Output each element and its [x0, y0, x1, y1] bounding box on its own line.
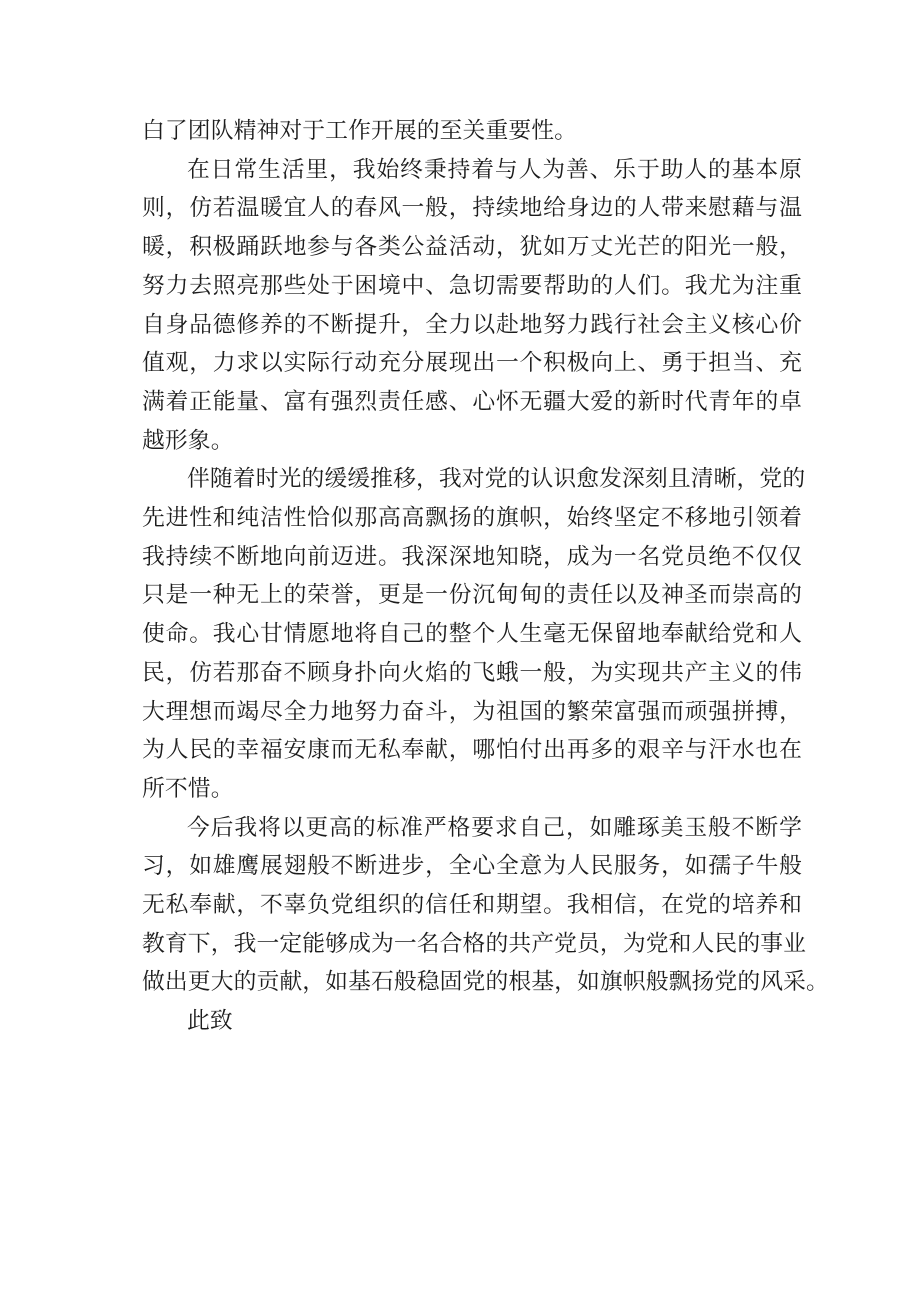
- text-line: 满着正能量、富有强烈责任感、心怀无疆大爱的新时代青年的卓: [142, 388, 802, 415]
- text-line: 伴随着时光的缓缓推移，我对党的认识愈发深刻且清晰，党的: [187, 466, 806, 493]
- text-line: 所不惜。: [142, 775, 234, 802]
- text-line: 先进性和纯洁性恰似那高高飘扬的旗帜，始终坚定不移地引领着: [142, 505, 802, 532]
- text-line: 白了团队精神对于工作开展的至关重要性。: [142, 118, 578, 144]
- text-line: 暖，积极踊跃地参与各类公益活动，犹如万丈光芒的阳光一般，: [142, 234, 802, 261]
- text-line: 努力去照亮那些处于困境中、急切需要帮助的人们。我尤为注重: [142, 272, 802, 299]
- text-line: 值观，力求以实际行动充分展现出一个积极向上、勇于担当、充: [142, 350, 802, 377]
- text-line: 无私奉献，不辜负党组织的信任和期望。我相信，在党的培养和: [142, 892, 802, 919]
- paragraph-future: [142, 809, 829, 1003]
- text-line: 在日常生活里，我始终秉持着与人为善、乐于助人的基本原: [187, 156, 802, 183]
- text-line: 做出更大的贡献，如基石般稳固党的根基，如旗帜般飘扬党的风采。: [142, 969, 829, 996]
- paragraph-continuation: [142, 112, 802, 151]
- text-line: 使命。我心甘情愿地将自己的整个人生毫无保留地奉献给党和人: [142, 621, 802, 648]
- text-line: 越形象。: [142, 427, 234, 454]
- text-line: 自身品德修养的不断提升，全力以赴地努力践行社会主义核心价: [142, 311, 802, 338]
- text-line: 教育下，我一定能够成为一名合格的共产党员，为党和人民的事业: [142, 930, 807, 957]
- text-line: 为人民的幸福安康而无私奉献，哪怕付出再多的艰辛与汗水也在: [142, 737, 802, 764]
- document-body: [142, 112, 829, 1041]
- closing-salutation: [142, 1002, 802, 1041]
- text-line: 民，仿若那奋不顾身扑向火焰的飞蛾一般，为实现共产主义的伟: [142, 659, 802, 686]
- text-line: 大理想而竭尽全力地努力奋斗，为祖国的繁荣富强而顽强拼搏，: [142, 698, 802, 725]
- text-line: 习，如雄鹰展翅般不断进步，全心全意为人民服务，如孺子牛般: [142, 853, 802, 880]
- text-line: 今后我将以更高的标准严格要求自己，如雕琢美玉般不断学: [187, 814, 802, 841]
- paragraph-daily-life: [142, 151, 802, 461]
- text-line: 我持续不断地向前迈进。我深深地知晓，成为一名党员绝不仅仅: [142, 543, 802, 570]
- text-line: 只是一种无上的荣誉，更是一份沉甸甸的责任以及神圣而崇高的: [142, 582, 802, 609]
- text-line: 则，仿若温暖宜人的春风一般，持续地给身边的人带来慰藉与温: [142, 195, 802, 222]
- paragraph-understanding: [142, 460, 806, 808]
- text-line: 此致: [187, 1008, 233, 1035]
